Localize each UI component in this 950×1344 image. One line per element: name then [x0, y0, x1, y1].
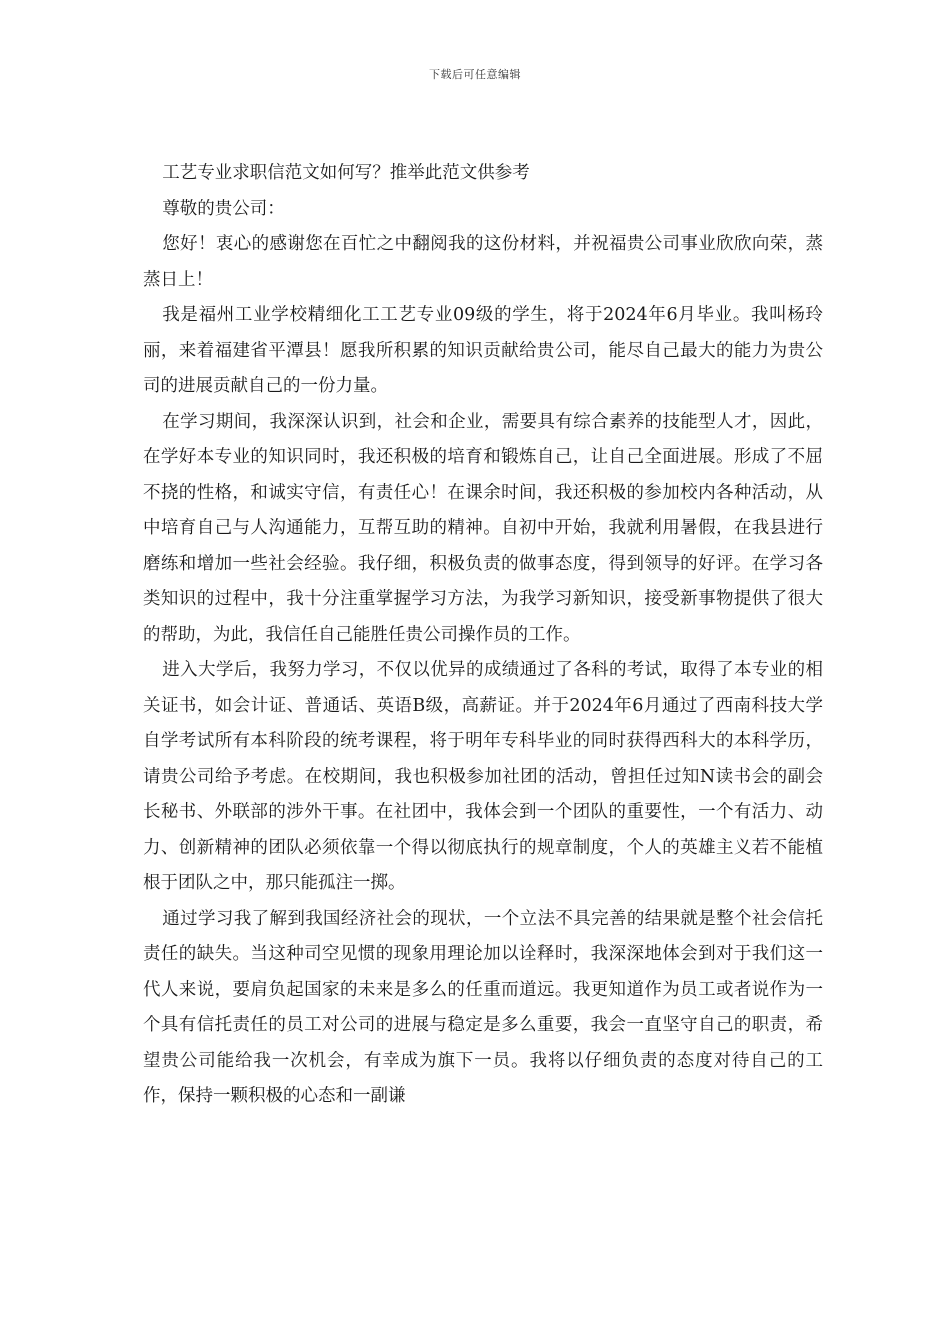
paragraph-social-understanding: 通过学习我了解到我国经济社会的现状，一个立法不具完善的结果就是整个社会信托责任的缺失。当这种司空见惯的现象用理论加以诠释时，我深深地体会到对于我们这一代人来说，要肩负起国家的未来是多么的任重而道远。我更知道作为员工或者说作为一个具有信托责任的员工对公司的进展与稳定是多么重要，我会一直坚守自己的职责，希望贵公司能给我一次机会，有幸成为旗下一员。我将以仔细负责的态度对待自己的工作，保持一颗积极的心态和一副谦	[143, 908, 823, 1106]
letter-title: 工艺专业求职信范文如何写？推举此范文供参考	[162, 163, 530, 183]
letter-body	[143, 156, 823, 1115]
header-note: 下载后可任意编辑	[429, 68, 521, 81]
paragraph-introduction: 我是福州工业学校精细化工工艺专业09级的学生，将于2024年6月毕业。我叫杨玲丽，来着福建省平潭县！愿我所积累的知识贡献给贵公司，能尽自己最大的能力为贵公司的进展贡献自己的一份力量。	[143, 305, 823, 396]
paragraph-university: 进入大学后，我努力学习，不仅以优异的成绩通过了各科的考试，取得了本专业的相关证书，如会计证、普通话、英语B级，高薪证。并于2024年6月通过了西南科技大学自学考试所有本科阶段的统考课程，将于明年专科毕业的同时获得西科大的本科学历，请贵公司给予考虑。在校期间，我也积极参加社团的活动，曾担任过知N读书会的副会长秘书、外联部的涉外干事。在社团中，我体会到一个团队的重要性，一个有活力、动力、创新精神的团队必须依靠一个得以彻底执行的规章制度，个人的英雄主义若不能植根于团队之中，那只能孤注一掷。	[143, 660, 823, 893]
salutation: 尊敬的贵公司：	[162, 198, 285, 219]
paragraph-greeting: 您好！衷心的感谢您在百忙之中翻阅我的这份材料，并祝福贵公司事业欣欣向荣，蒸蒸日上！	[143, 234, 823, 290]
paragraph-study-period: 在学习期间，我深深认识到，社会和企业，需要具有综合素养的技能型人才，因此，在学好本专业的知识同时，我还积极的培育和锻炼自己，让自己全面进展。形成了不屈不挠的性格，和诚实守信，有责任心！在课余时间，我还积极的参加校内各种活动，从中培育自己与人沟通能力，互帮互助的精神。自初中开始，我就利用暑假，在我县进行磨练和增加一些社会经验。我仔细，积极负责的做事态度，得到领导的好评。在学习各类知识的过程中，我十分注重掌握学习方法，为我学习新知识，接受新事物提供了很大的帮助，为此，我信任自己能胜任贵公司操作员的工作。	[143, 411, 823, 645]
